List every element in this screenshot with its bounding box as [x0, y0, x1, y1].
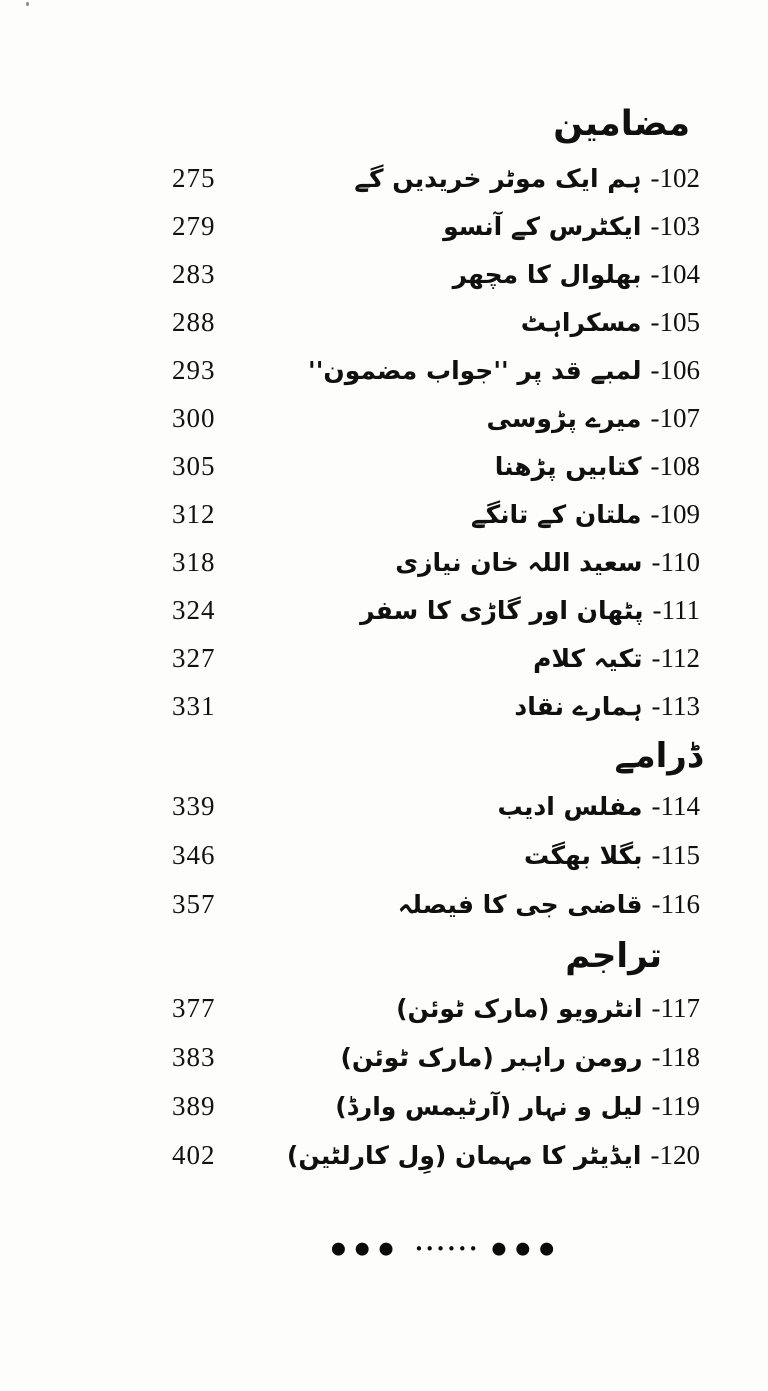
- entry-line: [495, 442, 700, 494]
- entry-line: [398, 880, 700, 932]
- page-number: 288: [172, 307, 216, 337]
- toc-entry-119: [0, 1082, 768, 1131]
- entry-title: پٹھان اور گاڑی کا سفر: [360, 596, 644, 625]
- entry-title: رومن راہبر (مارک ٹوئن): [340, 1043, 643, 1072]
- toc-entry-111: [0, 586, 768, 634]
- page-number: 275: [172, 163, 216, 193]
- entry-title: ملتان کے تانگے: [470, 500, 642, 529]
- toc-entry-117: [0, 984, 768, 1033]
- entry-number: 106-: [650, 355, 700, 385]
- page-number: 327: [172, 643, 216, 673]
- entry-number: 111-: [652, 595, 700, 625]
- entry-number: 109-: [650, 499, 700, 529]
- entry-line: [533, 634, 700, 686]
- entry-title: لمبے قد پر ''جواب مضمون'': [308, 356, 642, 385]
- page-number: 283: [172, 259, 216, 289]
- entry-title: میرے پڑوسی: [486, 404, 642, 433]
- entry-number: 105-: [650, 307, 700, 337]
- page-number: 300: [172, 403, 216, 433]
- entry-title: کتابیں پڑھنا: [494, 452, 642, 481]
- footer-ornament: [0, 1238, 768, 1259]
- entry-line: [360, 586, 700, 638]
- entry-title: بھلوال کا مچھر: [452, 260, 642, 289]
- entry-line: [340, 1033, 700, 1085]
- entry-line: [453, 250, 700, 302]
- page-number: 293: [172, 355, 216, 385]
- entry-title: قاضی جی کا فیصلہ: [397, 890, 643, 919]
- toc-entry-112: [0, 634, 768, 682]
- toc-entry-107: [0, 394, 768, 442]
- toc-entry-104: [0, 250, 768, 298]
- toc-entry-114: [0, 782, 768, 831]
- entry-title: ایکٹرس کے آنسو: [443, 212, 642, 241]
- entry-number: 120-: [650, 1140, 700, 1170]
- entry-title: مفلس ادیب: [497, 792, 643, 821]
- toc-entry-110: [0, 538, 768, 586]
- entry-title: ایڈیٹر کا مہمان (وِل کارلٹین): [286, 1141, 642, 1170]
- entry-number: 107-: [650, 403, 700, 433]
- entry-number: 112-: [651, 643, 700, 673]
- toc-entry-103: [0, 202, 768, 250]
- page-number: 324: [172, 595, 216, 625]
- entry-number: 115-: [651, 840, 700, 870]
- entry-title: مسکراہٹ: [520, 308, 642, 337]
- entry-title: انٹرویو (مارک ٹوئن): [396, 994, 643, 1023]
- page-number: 312: [172, 499, 216, 529]
- entry-line: [487, 394, 700, 446]
- page-number: 377: [172, 993, 216, 1023]
- toc-entry-118: [0, 1033, 768, 1082]
- toc-entry-116: [0, 880, 768, 929]
- entry-title: ہم ایک موٹر خریدیں گے: [354, 164, 642, 193]
- toc-entry-109: [0, 490, 768, 538]
- section-heading-dramas: ڈرامے: [614, 736, 702, 776]
- entry-number: 102-: [650, 163, 700, 193]
- scan-artifact-dot: [26, 2, 29, 6]
- entry-number: 117-: [651, 993, 700, 1023]
- toc-entry-108: [0, 442, 768, 490]
- entry-number: 103-: [650, 211, 700, 241]
- entry-line: [521, 298, 700, 350]
- entry-title: ہمارے نقاد: [514, 692, 643, 721]
- toc-entry-120: [0, 1131, 768, 1180]
- page-number: 279: [172, 211, 216, 241]
- entry-number: 118-: [651, 1042, 700, 1072]
- entry-line: [395, 538, 700, 590]
- entry-number: 104-: [650, 259, 700, 289]
- entry-number: 113-: [651, 691, 700, 721]
- page-number: 305: [172, 451, 216, 481]
- toc-entry-102: [0, 154, 768, 202]
- toc-entry-105: [0, 298, 768, 346]
- entry-line: [287, 1131, 700, 1183]
- ornament-dots-center: ••••••: [414, 1239, 480, 1258]
- page-number: 318: [172, 547, 216, 577]
- toc-entry-106: [0, 346, 768, 394]
- entry-line: [308, 346, 700, 398]
- entry-line: [471, 490, 700, 542]
- page-number: 331: [172, 691, 216, 721]
- entry-line: [498, 782, 700, 834]
- page-number: 389: [172, 1091, 216, 1121]
- page-number: 383: [172, 1042, 216, 1072]
- page-number: 357: [172, 889, 216, 919]
- entry-number: 119-: [651, 1091, 700, 1121]
- toc-entry-115: [0, 831, 768, 880]
- section-heading-essays: مضامین: [553, 104, 690, 144]
- entry-line: [514, 682, 700, 734]
- entry-title: لیل و نہار (آرٹیمس وارڈ): [335, 1092, 643, 1121]
- entry-line: [443, 202, 700, 254]
- ornament-dots-left: ●●●: [330, 1238, 403, 1259]
- entry-number: 108-: [650, 451, 700, 481]
- toc-entry-113: [0, 682, 768, 730]
- section-heading-translations: تراجم: [565, 936, 662, 976]
- page-number: 402: [172, 1140, 216, 1170]
- entry-line: [396, 984, 700, 1036]
- entry-line: [354, 154, 700, 206]
- entry-line: [335, 1082, 700, 1134]
- entry-number: 114-: [651, 791, 700, 821]
- entry-title: بگلا بھگت: [523, 841, 643, 870]
- page-number: 346: [172, 840, 216, 870]
- entry-line: [524, 831, 700, 883]
- entry-title: سعید اللہ خان نیازی: [395, 548, 643, 577]
- page-number: 339: [172, 791, 216, 821]
- ornament-dots-right: ●●●: [491, 1238, 564, 1259]
- entry-number: 116-: [651, 889, 700, 919]
- entry-title: تکیہ کلام: [533, 644, 643, 673]
- entry-number: 110-: [651, 547, 700, 577]
